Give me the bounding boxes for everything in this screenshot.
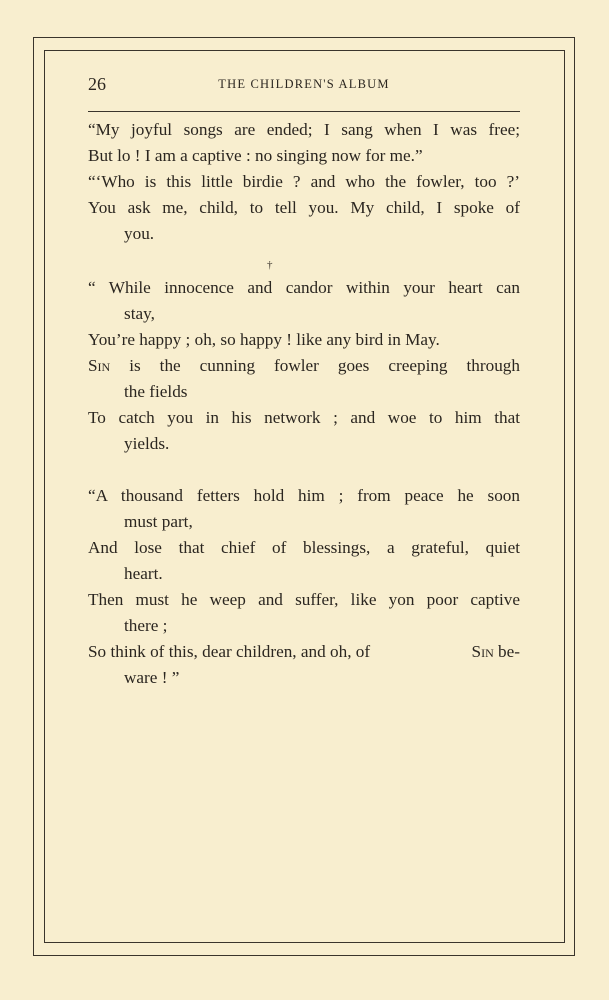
- small-caps-word: Sin: [88, 356, 111, 375]
- verse-line: there ;: [124, 616, 168, 635]
- verse-line: And lose that chief of blessings, a grateful, quiet: [88, 538, 520, 557]
- verse-line-end: [472, 639, 520, 665]
- verse-line: stay,: [124, 304, 155, 323]
- verse-line: [88, 353, 520, 379]
- verse-line-start: So think of this, dear children, and oh, of: [88, 642, 371, 661]
- header-rule: [88, 111, 520, 112]
- stanza-2: [88, 275, 520, 457]
- page-number: 26: [88, 74, 106, 94]
- poem-body: [88, 117, 520, 717]
- stray-mark: †: [267, 259, 273, 271]
- verse-line: heart.: [124, 564, 163, 583]
- verse-line: You’re happy ; oh, so happy ! like any bird in May.: [88, 330, 440, 349]
- verse-line: “My joyful songs are ended; I sang when I was free;: [88, 120, 520, 139]
- small-caps-word: Sin: [471, 642, 494, 661]
- verse-line: the fields: [124, 382, 188, 401]
- verse-line: “A thousand fetters hold him ; from peace he soon: [88, 486, 520, 505]
- stanza-3: [88, 483, 520, 691]
- verse-line: To catch you in his network ; and woe to him that: [88, 408, 520, 427]
- page-header: [88, 74, 520, 98]
- running-title: THE CHILDREN'S ALBUM: [218, 77, 390, 91]
- verse-line: “ While innocence and candor within your heart can: [88, 278, 520, 297]
- verse-line-rest: be-: [493, 642, 520, 661]
- verse-line: [88, 639, 520, 665]
- verse-line: “‘Who is this little birdie ? and who the fowler, too ?’: [88, 172, 520, 191]
- verse-line: But lo ! I am a captive : no singing now for me.”: [88, 146, 423, 165]
- verse-line: You ask me, child, to tell you. My child, I spoke of: [88, 198, 520, 217]
- stanza-1: [88, 117, 520, 247]
- verse-line: must part,: [124, 512, 193, 531]
- verse-line: you.: [124, 224, 155, 243]
- verse-line: ware ! ”: [124, 668, 180, 687]
- verse-line: yields.: [124, 434, 170, 453]
- verse-line: Then must he weep and suffer, like yon poor captive: [88, 590, 520, 609]
- verse-line-rest: is the cunning fowler goes creeping through: [110, 356, 520, 375]
